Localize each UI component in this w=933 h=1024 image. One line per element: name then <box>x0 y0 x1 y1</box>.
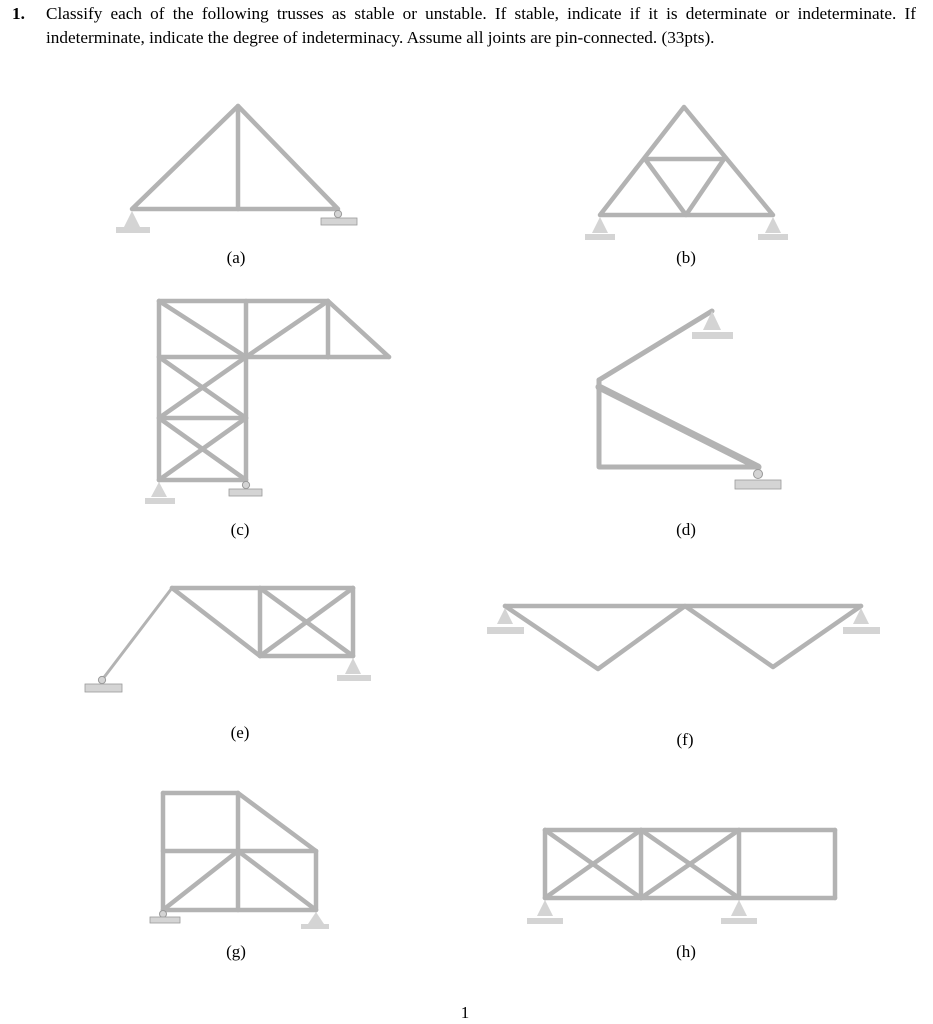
pin-support-icon <box>758 217 788 240</box>
figure-label-b: (b) <box>676 248 696 267</box>
pin-support-icon <box>337 658 371 681</box>
roller-support-icon <box>229 481 262 496</box>
truss-d <box>599 311 781 489</box>
figure-label-d: (d) <box>676 520 696 539</box>
truss-e <box>85 588 371 692</box>
roller-support-icon <box>150 911 180 924</box>
figure-label-f: (f) <box>676 730 694 749</box>
truss-h <box>527 830 835 924</box>
pin-support-icon <box>116 211 150 233</box>
figure-label-c: (c) <box>230 520 250 539</box>
question-number: 1. <box>12 4 25 23</box>
roller-support-icon <box>85 676 122 692</box>
truss-g <box>150 793 329 929</box>
pin-support-icon <box>721 900 757 924</box>
truss-b <box>585 107 788 240</box>
pin-support-icon <box>487 608 524 634</box>
page-number: 1 <box>460 1003 470 1022</box>
figure-label-e: (e) <box>230 723 250 742</box>
truss-a <box>116 106 357 233</box>
roller-support-icon <box>735 470 781 490</box>
figure-label-h: (h) <box>676 942 696 961</box>
figure-label-a: (a) <box>226 248 246 267</box>
roller-support-icon <box>321 210 357 225</box>
pin-support-icon <box>301 912 329 929</box>
pin-support-icon <box>585 217 615 240</box>
figure-label-g: (g) <box>226 942 246 961</box>
truss-c <box>145 301 389 504</box>
pin-support-icon <box>692 311 733 339</box>
truss-f <box>487 606 880 669</box>
question-text: Classify each of the following trusses as stable or unstable. If stable, indicate if it is determinate or indeterminate. If indeterminate, indicate the degree of indeterminacy. Assume all joints are pin-connected. (33pts). <box>46 4 916 47</box>
pin-support-icon <box>145 482 175 504</box>
pin-support-icon <box>527 900 563 924</box>
